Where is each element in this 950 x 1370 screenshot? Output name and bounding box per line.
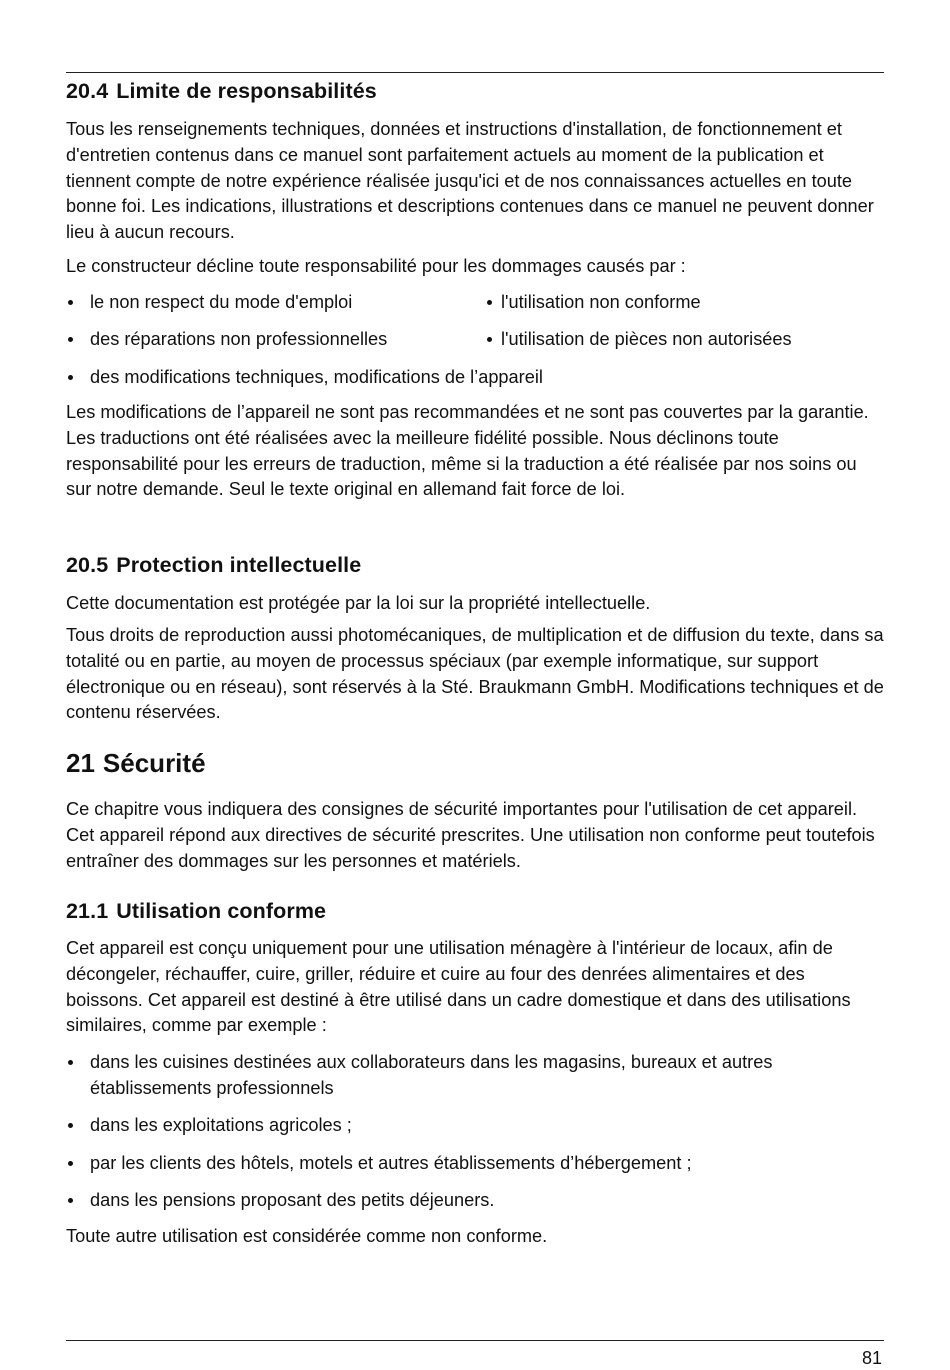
paragraph-liability-intro: Tous les renseignements techniques, données et instructions d'installation, de fonctionnement et d'entretien contenus dans ce manuel sont parfaitement actuels au moment de la publication et tiennent compte de notre expérience réalisée jusqu'ici et de nos connaissances actuelles en toute bonne foi. Les indications, illustrations et descriptions contenues dans ce manuel ne peuvent donner lieu à aucun recours. <box>66 119 874 243</box>
chapter-heading-21 <box>66 747 884 779</box>
list-item <box>66 327 884 353</box>
bullet-icon <box>68 300 73 305</box>
bullet-icon <box>68 337 73 342</box>
bullet-icon <box>68 375 73 380</box>
list-item <box>66 290 884 316</box>
list-item-text: par les clients des hôtels, motels et autres établissements d’hébergement ; <box>90 1153 692 1173</box>
bullet-icon <box>68 1123 73 1128</box>
list-item-text: le non respect du mode d'emploi <box>90 292 353 312</box>
paragraph-modifications: Les modifications de l’appareil ne sont pas recommandées et ne sont pas couvertes par la garantie. Les traductions ont été réalisées avec la meilleure fidélité possible. Nous déclinons toute responsabilité pour les erreurs de traduction, même si la traduction a été réalisée par nos soins ou sur notre demande. Seul le texte original en allemand fait force de loi. <box>66 402 869 500</box>
bullet-icon <box>68 1198 73 1203</box>
footer-rule <box>66 1340 884 1341</box>
header-rule <box>66 72 884 73</box>
bullet-icon <box>487 337 492 342</box>
chapter-title: Sécurité <box>102 748 206 778</box>
document-page <box>66 0 884 1370</box>
list-item <box>66 1188 884 1214</box>
list-item <box>66 1151 884 1177</box>
list-item-text: des réparations non professionnelles <box>90 329 388 349</box>
section-title: Limite de responsabilités <box>116 79 377 103</box>
bullet-icon <box>68 1161 73 1166</box>
section-heading-20-4 <box>66 78 884 104</box>
list-item <box>66 1050 884 1102</box>
section-heading-21-1 <box>66 898 884 924</box>
paragraph-reproduction-rights: Tous droits de reproduction aussi photomécaniques, de multiplication et de diffusion du texte, dans sa totalité ou en partie, au moyen de processus spéciaux (par exemple informatique, sur support électronique ou en réseau), sont réservés à la Sté. Braukmann GmbH. Modifications techniques et de contenu réservées. <box>66 625 884 723</box>
list-item <box>66 1113 884 1139</box>
page-number: 81 <box>861 1348 882 1368</box>
list-item-text: dans les pensions proposant des petits déjeuners. <box>90 1190 495 1210</box>
section-number: 21.1 <box>66 899 109 923</box>
paragraph-copyright: Cette documentation est protégée par la loi sur la propriété intellectuelle. <box>66 593 651 613</box>
list-item-text: l'utilisation non conforme <box>501 292 701 312</box>
list-item-text: des modifications techniques, modifications de l’appareil <box>90 367 543 387</box>
list-item-text: dans les exploitations agricoles ; <box>90 1115 352 1135</box>
section-title: Protection intellectuelle <box>116 553 362 577</box>
bullet-icon <box>487 300 492 305</box>
section-number: 20.5 <box>66 553 109 577</box>
section-heading-20-5 <box>66 552 884 578</box>
section-number: 20.4 <box>66 79 109 103</box>
section-title: Utilisation conforme <box>116 899 327 923</box>
paragraph-non-conforming-use: Toute autre utilisation est considérée comme non conforme. <box>66 1226 548 1246</box>
paragraph-liability-causes: Le constructeur décline toute responsabilité pour les dommages causés par : <box>66 256 686 276</box>
paragraph-intended-use: Cet appareil est conçu uniquement pour une utilisation ménagère à l'intérieur de locaux, afin de décongeler, réchauffer, cuire, griller, réduire et cuire au four des denrées alimentaires et des boissons. Cet appareil est destiné à être utilisé dans un cadre domestique et dans des utilisations similaires, comme par exemple : <box>66 938 851 1036</box>
paragraph-safety-intro: Ce chapitre vous indiquera des consignes de sécurité importantes pour l'utilisation de cet appareil. Cet appareil répond aux directives de sécurité prescrites. Une utilisation non conforme peut toutefois entraîner des dommages sur les personnes et matériels. <box>66 799 875 871</box>
list-item-text: dans les cuisines destinées aux collaborateurs dans les magasins, bureaux et autres établissements professionnels <box>90 1052 773 1098</box>
bullet-icon <box>68 1060 73 1065</box>
chapter-number: 21 <box>66 748 95 778</box>
list-item-text: l'utilisation de pièces non autorisées <box>501 329 792 349</box>
list-item <box>66 365 884 391</box>
